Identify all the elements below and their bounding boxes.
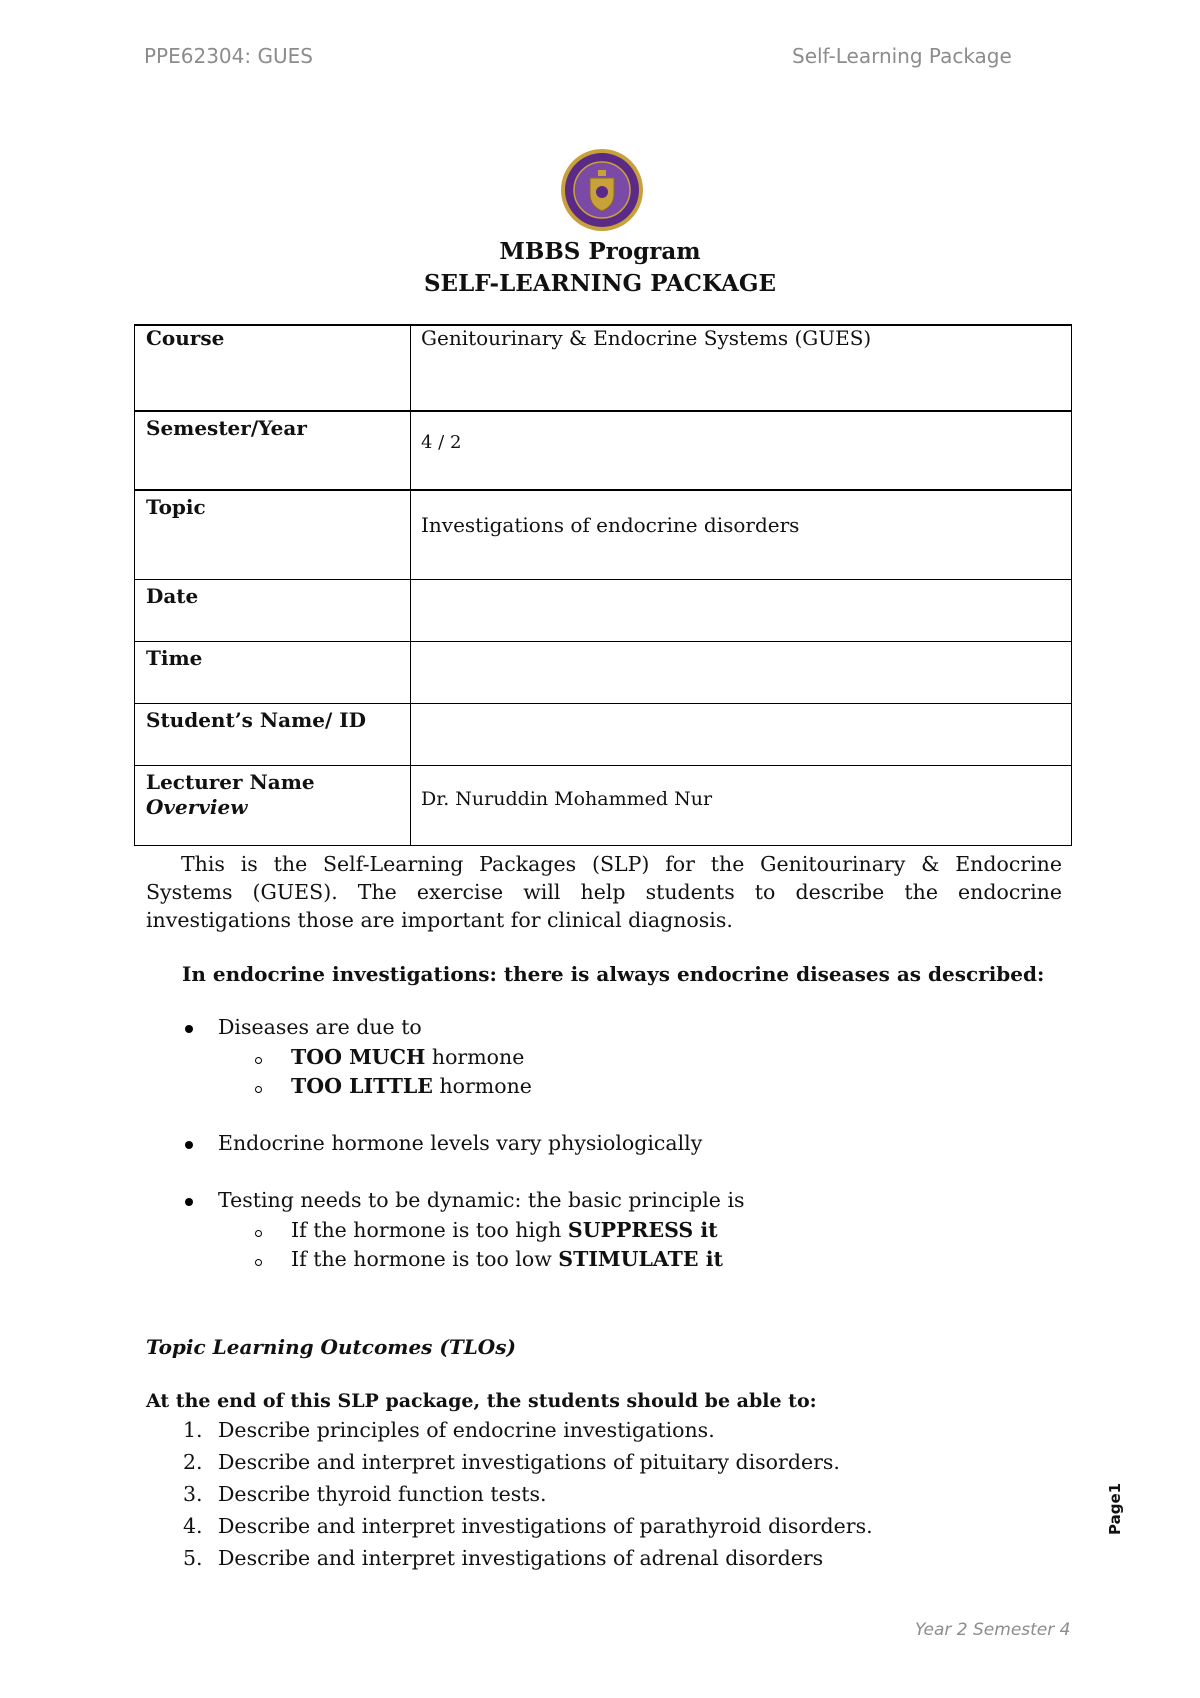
- course-info-table: [134, 324, 1072, 846]
- table-row: [135, 325, 1072, 411]
- semester-label: Semester/Year: [135, 411, 411, 490]
- bullet-hormone-levels: Endocrine hormone levels vary physiologically: [218, 1131, 703, 1155]
- page-label: Page: [1106, 1493, 1124, 1535]
- lecturer-label: Lecturer Name: [135, 766, 411, 846]
- list-text: Describe and interpret investigations of adrenal disorders: [218, 1546, 824, 1570]
- tlo-intro: At the end of this SLP package, the students should be able to:: [146, 1390, 817, 1412]
- time-value[interactable]: [411, 642, 1072, 704]
- course-value: Genitourinary & Endocrine Systems (GUES): [411, 325, 1072, 411]
- table-row: [135, 490, 1072, 580]
- sub-bullet-icon: [255, 1259, 262, 1266]
- semester-value: 4 / 2: [411, 411, 1072, 490]
- lecturer-value: Dr. Nuruddin Mohammed Nur: [411, 766, 1072, 846]
- sub-bullet-too-much: [291, 1045, 524, 1069]
- list-text: Describe principles of endocrine investigations.: [218, 1418, 715, 1442]
- bullet-diseases: Diseases are due to: [218, 1015, 422, 1039]
- bullet-icon: [185, 1025, 193, 1033]
- table-row: [135, 642, 1072, 704]
- student-value[interactable]: [411, 704, 1072, 766]
- overview-paragraph: This is the Self-Learning Packages (SLP) for the Genitourinary & Endocrine Systems (GUES). The exercise will help students to describe the endocrine investigations those are important for clinical diagnosis.: [146, 852, 1062, 932]
- topic-label: Topic: [135, 490, 411, 580]
- too-little-rest: hormone: [432, 1074, 532, 1098]
- date-label: Date: [135, 580, 411, 642]
- list-text: Describe and interpret investigations of parathyroid disorders.: [218, 1514, 873, 1538]
- student-label: Student’s Name/ ID: [135, 704, 411, 766]
- too-much-rest: hormone: [425, 1045, 525, 1069]
- table-row: [135, 766, 1072, 846]
- list-text: Describe and interpret investigations of pituitary disorders.: [218, 1450, 840, 1474]
- bullet-icon: [185, 1198, 193, 1206]
- too-much-emphasis: TOO MUCH: [291, 1045, 426, 1069]
- footer-semester: Year 2 Semester 4: [915, 1620, 1071, 1640]
- table-row: [135, 411, 1072, 490]
- list-number: 4.: [183, 1514, 203, 1538]
- page-value: 1: [1106, 1482, 1124, 1494]
- sub-bullet-icon: [255, 1230, 262, 1237]
- header-course-code: PPE62304: GUES: [144, 44, 313, 68]
- list-text: Describe thyroid function tests.: [218, 1482, 547, 1506]
- too-little-emphasis: TOO LITTLE: [291, 1074, 433, 1098]
- bullet-testing: Testing needs to be dynamic: the basic principle is: [218, 1188, 745, 1212]
- topic-value: Investigations of endocrine disorders: [411, 490, 1072, 580]
- overview-statement: In endocrine investigations: there is always endocrine diseases as described:: [182, 962, 1045, 986]
- table-row: [135, 704, 1072, 766]
- header-document-type: Self-Learning Package: [792, 44, 1012, 68]
- page-number: [1106, 1465, 1136, 1535]
- suppress-rest: If the hormone is too high: [291, 1218, 568, 1242]
- suppress-emphasis: SUPPRESS it: [567, 1218, 718, 1242]
- sub-bullet-too-little: [291, 1074, 532, 1098]
- time-label: Time: [135, 642, 411, 704]
- package-title: SELF-LEARNING PACKAGE: [423, 270, 777, 297]
- sub-bullet-icon: [255, 1086, 262, 1093]
- sub-bullet-suppress: [291, 1218, 718, 1242]
- tlo-heading: Topic Learning Outcomes (TLOs): [146, 1335, 516, 1359]
- list-number: 3.: [183, 1482, 203, 1506]
- stimulate-rest: If the hormone is too low: [291, 1247, 559, 1271]
- overview-heading: Overview: [146, 795, 248, 819]
- sub-bullet-stimulate: [291, 1247, 723, 1271]
- university-crest-icon: [560, 148, 644, 232]
- program-title: MBBS Program: [499, 238, 701, 265]
- list-number: 1.: [183, 1418, 203, 1442]
- stimulate-emphasis: STIMULATE it: [558, 1247, 723, 1271]
- list-number: 5.: [183, 1546, 203, 1570]
- date-value[interactable]: [411, 580, 1072, 642]
- list-number: 2.: [183, 1450, 203, 1474]
- table-row: [135, 580, 1072, 642]
- course-label: Course: [135, 325, 411, 411]
- sub-bullet-icon: [255, 1057, 262, 1064]
- bullet-icon: [185, 1141, 193, 1149]
